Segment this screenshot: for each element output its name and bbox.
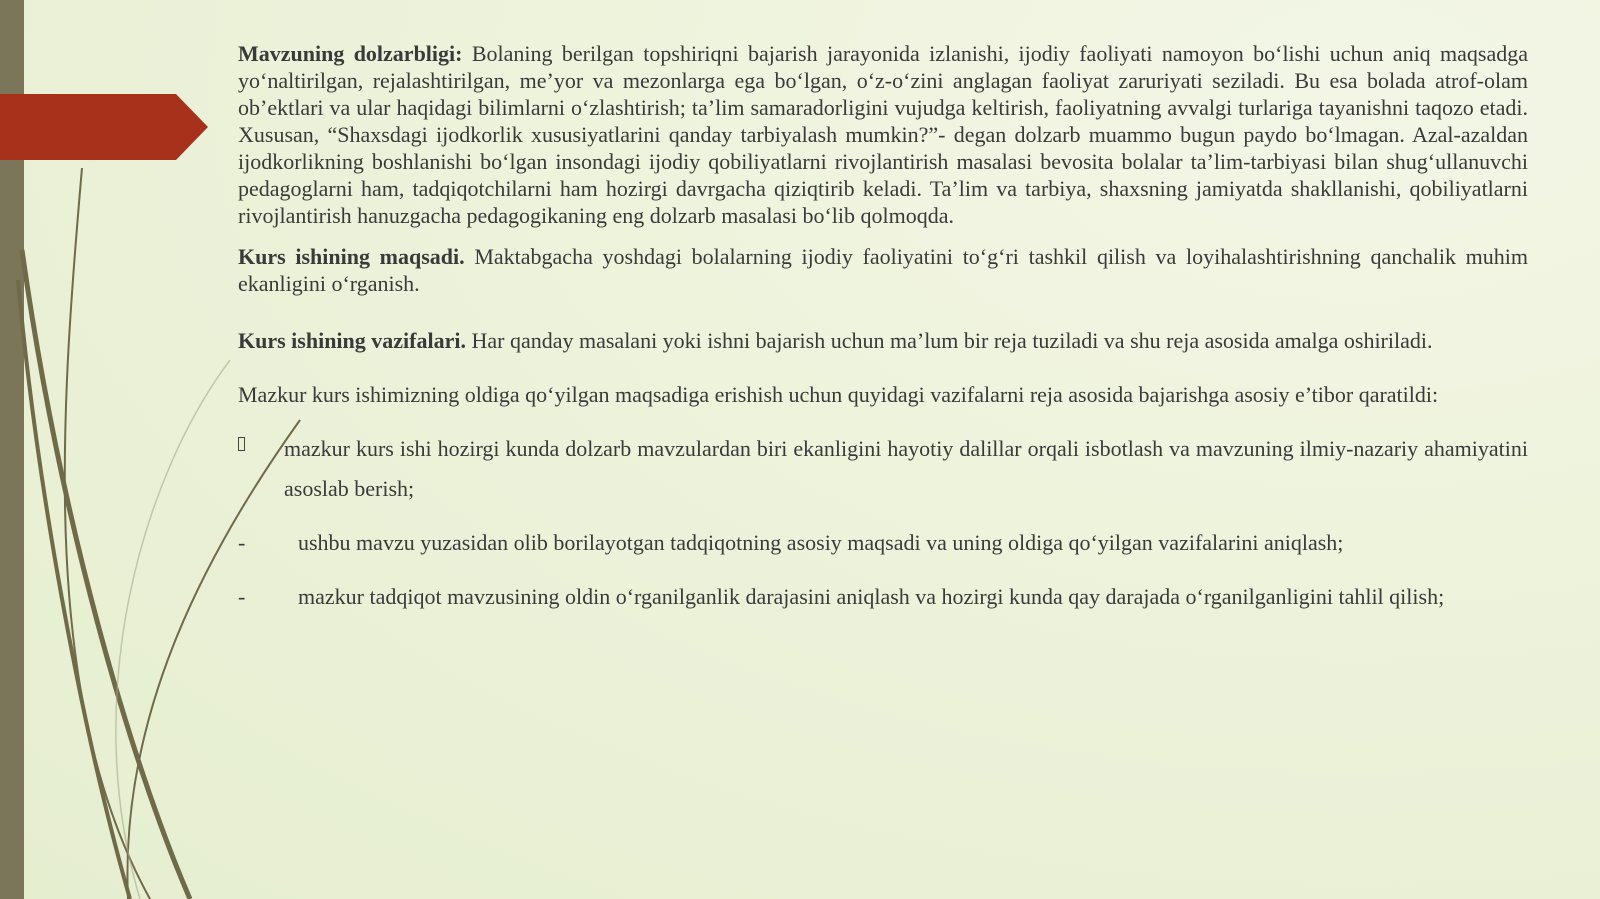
relevance-text: Bolaning berilgan topshiriqni bajarish jarayonida izlanishi, ijodiy faoliyati namoyon bo‘lishi uchun aniq maqsadga yo‘naltirilgan, rejalashtirilgan, me’yor va mezonlarga ega bo‘lgan, o‘z-o‘zini anglagan faoliyat zaruriyati seziladi. Bu esa bolada atrof-olam ob’ektlari va ular haqidagi bilimlarni o‘zlashtirish; ta’lim samaradorligini vujudga keltirish, faoliyatning avvalgi turlariga tayanishni taqozo etadi. Xususan, “Shaxsdagi ijodkorlik xususiyatlarini qanday tarbiyalash mumkin?”- degan dolzarb muammo bugun paydo bo‘lmagan. Azal-azaldan ijodkorlikning boshlanishi bo‘lgan insondagi ijodiy qobiliyatlarni rivojlantirish masalasi bevosita bolalar ta’lim-tarbiyasi bilan shug‘ullanuvchi pedagoglarni ham, tadqiqotchilarni ham hozirgi davrgacha qiziqtirib keladi. Ta’lim va tarbiya, shaxsning jamiyatda shakllanishi, qobiliyatlarni rivojlantirish hanuzgacha pedagogikaning eng dolzarb masalasi bo‘lib qolmoqda. bbox=[238, 41, 1528, 228]
tasks-intro-text: Mazkur kurs ishimizning oldiga qo‘yilgan maqsadiga erishish uchun quyidagi vazifalarni reja asosida bajarishga asosiy e’tibor qaratildi: bbox=[238, 382, 1439, 407]
tasks-paragraph bbox=[238, 321, 1528, 361]
tasks-text: Har qanday masalani yoki ishni bajarish uchun ma’lum bir reja tuziladi va shu reja asosida amalga oshiriladi. bbox=[465, 328, 1433, 353]
relevance-paragraph bbox=[238, 40, 1528, 229]
slide-content bbox=[238, 40, 1528, 631]
list-item bbox=[238, 577, 1528, 617]
list-item bbox=[238, 523, 1528, 563]
tasks-heading: Kurs ishining vazifalari. bbox=[238, 328, 466, 353]
list-item bbox=[238, 429, 1528, 509]
tasks-intro-paragraph bbox=[238, 375, 1528, 415]
list-item-text: mazkur tadqiqot mavzusining oldin o‘rganilganlik darajasini aniqlash va hozirgi kunda qay darajada o‘rganilganligini tahlil qilish; bbox=[298, 584, 1445, 609]
relevance-heading: Mavzuning dolzarbligi: bbox=[238, 41, 463, 66]
goal-paragraph bbox=[238, 243, 1528, 297]
square-bullet-icon bbox=[238, 437, 245, 451]
list-item-text: mazkur kurs ishi hozirgi kunda dolzarb mavzulardan biri ekanligini hayotiy dalillar orqali isbotlash va mavzuning ilmiy-nazariy ahamiyatini asoslab berish; bbox=[284, 436, 1528, 501]
goal-heading: Kurs ishining maqsadi. bbox=[238, 244, 465, 269]
dash-marker: - bbox=[238, 530, 246, 555]
list-item-text: ushbu mavzu yuzasidan olib borilayotgan tadqiqotning asosiy maqsadi va uning oldiga qo‘yilgan vazifalarini aniqlash; bbox=[298, 530, 1344, 555]
decorative-curve bbox=[18, 280, 130, 899]
decorative-curve bbox=[116, 360, 230, 899]
red-arrow-banner bbox=[0, 94, 208, 160]
dash-marker: - bbox=[238, 584, 246, 609]
goal-text: Maktabgacha yoshdagi bolalarning ijodiy faoliyatini to‘g‘ri tashkil qilish va loyihalashtirishning qanchalik muhim ekanligini o‘rganish. bbox=[238, 244, 1529, 296]
